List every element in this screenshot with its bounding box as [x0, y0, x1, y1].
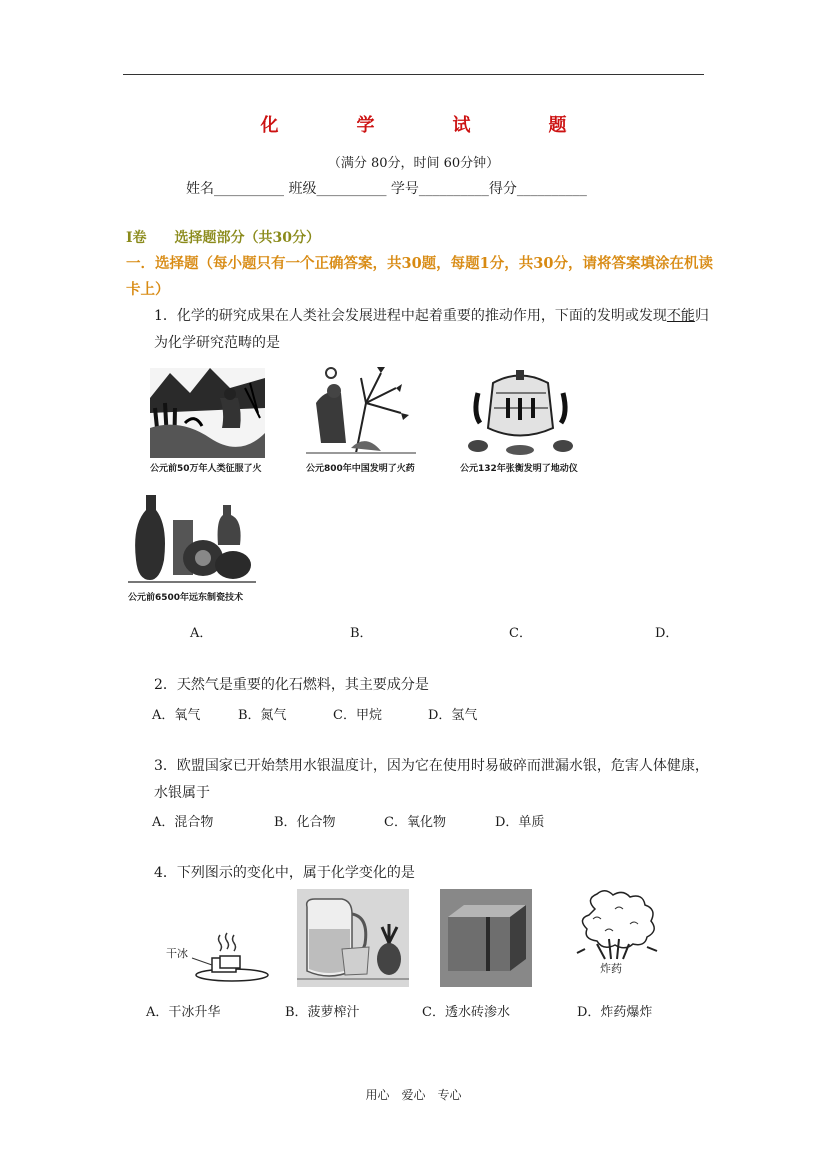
- brick-icon: [440, 889, 532, 987]
- q1-text: 1．化学的研究成果在人类社会发展进程中起着重要的推动作用，下面的发明或发现: [154, 308, 667, 324]
- q1-caption-a: 公元前50万年人类征服了火: [150, 464, 262, 474]
- q1-caption-b: 公元800年中国发明了火药: [306, 464, 415, 474]
- q4-option-b[interactable]: B．菠萝榨汁: [285, 1005, 360, 1020]
- q1-text-end: 归为化学研究范畴的是: [154, 308, 709, 351]
- q3-option-b[interactable]: B．化合物: [274, 815, 336, 830]
- explosive-label: 炸药: [600, 962, 622, 975]
- gunpowder-scene-icon: [306, 363, 416, 458]
- porcelain-icon: [128, 490, 256, 586]
- pineapple-juice-icon: [297, 889, 409, 987]
- question-2: [126, 672, 716, 699]
- q2-text: 2．天然气是重要的化石燃料，其主要成分是: [154, 677, 429, 693]
- q2-option-b[interactable]: B．氮气: [238, 708, 287, 723]
- dry-ice-label: 干冰: [166, 947, 188, 960]
- q1-option-b[interactable]: B．: [350, 626, 373, 641]
- q4-option-d[interactable]: D．炸药爆炸: [577, 1005, 653, 1020]
- q3-option-c[interactable]: C．氧化物: [384, 815, 446, 830]
- q2-option-c[interactable]: C．甲烷: [333, 708, 382, 723]
- page-title: 化 学 试 题: [260, 115, 597, 136]
- q4-option-a[interactable]: A．干冰升华: [146, 1005, 221, 1020]
- question-1: [126, 303, 716, 357]
- q1-option-a[interactable]: A．: [190, 626, 213, 641]
- q3-option-a[interactable]: A．混合物: [152, 815, 214, 830]
- q2-option-d[interactable]: D．氢气: [428, 708, 478, 723]
- q1-caption-c: 公元132年张衡发明了地动仪: [460, 464, 578, 474]
- fire-scene-icon: [150, 368, 265, 458]
- q1-emphasis: 不能: [666, 308, 695, 324]
- q2-option-a[interactable]: A．氧气: [152, 708, 201, 723]
- seismograph-icon: [458, 368, 583, 458]
- q1-option-d[interactable]: D．: [655, 626, 679, 641]
- question-3: [126, 753, 716, 807]
- part-instructions: 一．选择题（每小题只有一个正确答案，共30题，每题1分，共30分，请将答案填涂在机读卡上）: [126, 255, 713, 298]
- question-4: [126, 860, 716, 887]
- page-footer: 用心 爱心 专心: [365, 1088, 462, 1102]
- q1-option-c[interactable]: C．: [509, 626, 532, 641]
- q3-option-d[interactable]: D．单质: [495, 815, 545, 830]
- q3-text: 3．欧盟国家已开始禁用水银温度计，因为它在使用时易破碎而泄漏水银，危害人体健康，水银属于: [154, 758, 709, 801]
- q4-text: 4．下列图示的变化中，属于化学变化的是: [154, 865, 415, 881]
- exam-subtitle: （满分 80分，时间 60分钟）: [327, 156, 500, 171]
- header-rule: [123, 74, 704, 75]
- student-info-row: 姓名__________ 班级__________ 学号__________得分__________: [186, 181, 587, 197]
- section-heading: I卷 选择题部分（共30分）: [126, 230, 321, 246]
- q1-caption-d: 公元前6500年远东制瓷技术: [128, 593, 244, 603]
- q4-option-c[interactable]: C．透水砖渗水: [422, 1005, 510, 1020]
